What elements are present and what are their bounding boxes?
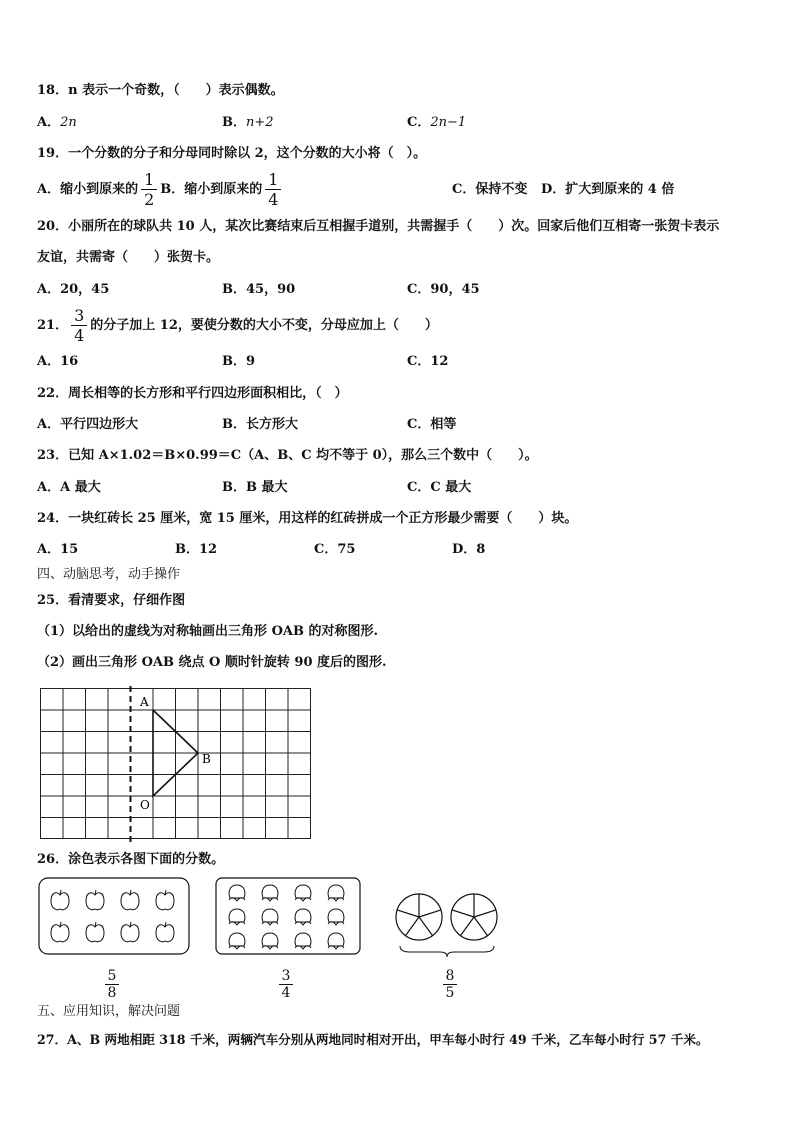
option-text: 45，90	[246, 282, 296, 297]
q20-option-b[interactable]	[222, 281, 295, 299]
peaches-box[interactable]	[215, 877, 361, 955]
fraction-numerator: 3	[74, 306, 85, 325]
question-18-stem: 18．n 表示一个奇数，（ ）表示偶数。	[37, 83, 284, 98]
option-text: 平行四边形大	[60, 417, 139, 432]
option-label: B．	[222, 354, 246, 369]
option-text: 12	[199, 542, 218, 557]
peach-icon	[229, 909, 245, 925]
grid-lines	[41, 689, 311, 839]
option-text: 15	[60, 542, 79, 557]
q22-option-a[interactable]	[37, 416, 138, 434]
circles-fraction	[443, 968, 457, 1001]
peaches-fraction	[279, 968, 293, 1001]
option-label: B．	[222, 417, 246, 432]
apple-icon	[51, 890, 69, 910]
fraction-denominator: 4	[74, 326, 85, 345]
question-25-sub1: （1）以给出的虚线为对称轴画出三角形 OAB 的对称图形.	[37, 624, 379, 639]
option-text: 20，45	[60, 282, 110, 297]
question-25-stem: 25．看清要求，仔细作图	[37, 593, 186, 608]
fraction-denominator: 4	[268, 190, 279, 209]
q19-option-a[interactable]: A．缩小到原来的	[37, 181, 139, 197]
peach-icon	[229, 933, 245, 949]
pie-circle-left	[396, 894, 442, 940]
option-text: 8	[476, 542, 486, 557]
question-26-stem: 26．涂色表示各图下面的分数。	[37, 852, 225, 867]
point-label-a: A	[140, 695, 149, 709]
option-text: C 最大	[430, 480, 472, 495]
option-text: 16	[60, 354, 79, 369]
option-text: 12	[430, 354, 449, 369]
question-text: 的分子加上 12，要使分数的大小不变，分母应加上（ ）	[90, 317, 438, 333]
question-19-stem: 19．一个分数的分子和分母同时除以 2，这个分数的大小将（ ）。	[37, 146, 427, 161]
q18-option-a[interactable]	[37, 114, 77, 132]
q19-option-d[interactable]: D．扩大到原来的 4 倍	[541, 182, 675, 197]
q19-option-b[interactable]: B．缩小到原来的	[160, 181, 263, 197]
option-label: B．	[222, 115, 246, 130]
question-25-sub2: （2）画出三角形 OAB 绕点 O 顺时针旋转 90 度后的图形.	[37, 655, 387, 670]
q22-option-b[interactable]	[222, 416, 298, 434]
option-label: A．	[37, 115, 61, 130]
option-label: B．	[222, 282, 246, 297]
point-label-b: B	[202, 752, 211, 766]
q21-option-a[interactable]	[37, 353, 78, 371]
fraction-numerator: 1	[144, 170, 155, 189]
q18-option-b[interactable]	[222, 114, 274, 132]
peach-icon	[295, 933, 311, 949]
apple-icon	[86, 922, 104, 942]
fraction-denominator: 2	[144, 190, 155, 209]
peach-icon	[328, 885, 344, 901]
apple-icon	[51, 922, 69, 942]
option-text: 9	[246, 354, 256, 369]
pie-circle-right	[451, 894, 497, 940]
section-5-heading: 五、应用知识，解决问题	[37, 1004, 181, 1019]
peach-icon	[262, 885, 278, 901]
option-label: C．	[407, 480, 431, 495]
apple-icon	[156, 922, 174, 942]
option-text: A 最大	[60, 480, 101, 495]
apple-icon	[121, 890, 139, 910]
option-label: C．	[407, 282, 431, 297]
q21-fraction	[71, 306, 87, 345]
option-label: A．	[37, 480, 61, 495]
fraction-numerator: 8	[445, 968, 455, 984]
q18-option-c[interactable]	[407, 114, 466, 132]
option-label: C．	[407, 115, 431, 130]
apple-icon	[156, 890, 174, 910]
question-24-stem: 24．一块红砖长 25 厘米，宽 15 厘米，用这样的红砖拼成一个正方形最少需要（ ）块。	[37, 511, 578, 526]
option-label: A．	[37, 282, 61, 297]
apple-icon	[86, 890, 104, 910]
option-text: 2n−1	[430, 115, 467, 130]
option-text: 90，45	[430, 282, 480, 297]
q22-option-c[interactable]	[407, 416, 456, 434]
q25-grid-figure[interactable]	[38, 686, 314, 842]
q23-option-b[interactable]	[222, 479, 288, 497]
option-text: 75	[337, 542, 356, 557]
option-label: D．	[452, 542, 477, 557]
question-22-stem: 22．周长相等的长方形和平行四边形面积相比，（ ）	[37, 386, 348, 401]
question-27-stem: 27．A、B 两地相距 318 千米，两辆汽车分别从两地同时相对开出，甲车每小时行 49 千米，乙车每小时行 57 千米。	[37, 1032, 709, 1047]
q24-option-b[interactable]	[175, 541, 217, 559]
q24-option-d[interactable]	[452, 541, 485, 559]
section-4-heading: 四、动脑思考，动手操作	[37, 567, 181, 582]
q23-option-c[interactable]	[407, 479, 471, 497]
option-text: 长方形大	[246, 417, 299, 432]
fraction-denominator: 4	[281, 985, 291, 1001]
question-21-stem	[37, 306, 438, 345]
q19-option-c[interactable]: C．保持不变	[452, 182, 528, 197]
q19-a-fraction	[141, 170, 157, 209]
fraction-numerator: 3	[281, 968, 291, 984]
apples-fraction	[105, 968, 119, 1001]
q20-option-a[interactable]	[37, 281, 109, 299]
option-label: B．	[222, 480, 246, 495]
q21-option-b[interactable]	[222, 353, 255, 371]
brace	[400, 946, 494, 957]
q23-option-a[interactable]	[37, 479, 101, 497]
q19-b-fraction	[265, 170, 281, 209]
peach-icon	[262, 933, 278, 949]
question-20-stem-line1: 20．小丽所在的球队共 10 人，某次比赛结束后互相握手道别，共需握手（ ）次。回家后他们互相寄一张贺卡表示	[37, 219, 720, 234]
fraction-numerator: 1	[268, 170, 279, 189]
peach-icon	[328, 933, 344, 949]
q24-option-c[interactable]	[314, 541, 355, 559]
q21-option-c[interactable]	[407, 353, 448, 371]
option-text: B 最大	[246, 480, 288, 495]
peach-icon	[229, 885, 245, 901]
option-label: C．	[314, 542, 338, 557]
circles-figure[interactable]	[392, 890, 502, 960]
fraction-numerator: 5	[107, 968, 117, 984]
option-label: C．	[407, 417, 431, 432]
q20-option-c[interactable]	[407, 281, 480, 299]
option-label: C．	[407, 354, 431, 369]
peach-icon	[262, 909, 278, 925]
peach-icon	[328, 909, 344, 925]
question-23-stem: 23．已知 A×1.02＝B×0.99＝C（A、B、C 均不等于 0），那么三个数中（ ）。	[37, 448, 538, 463]
q19-options-ab	[37, 170, 284, 209]
question-20-stem-line2: 友谊，共需寄（ ）张贺卡。	[37, 250, 220, 265]
point-label-o: O	[140, 798, 150, 812]
apples-box[interactable]	[38, 877, 190, 955]
peach-icon	[295, 885, 311, 901]
option-label: B．	[175, 542, 199, 557]
option-label: A．	[37, 417, 61, 432]
option-text: 相等	[430, 417, 457, 432]
peach-icon	[295, 909, 311, 925]
q24-option-a[interactable]	[37, 541, 78, 559]
option-label: A．	[37, 354, 61, 369]
option-text: 2n	[60, 115, 77, 130]
fraction-denominator: 8	[107, 985, 117, 1001]
question-number: 21．	[37, 317, 69, 333]
apple-icon	[121, 922, 139, 942]
option-label: A．	[37, 542, 61, 557]
option-text: n+2	[246, 115, 274, 130]
fraction-denominator: 5	[445, 985, 455, 1001]
